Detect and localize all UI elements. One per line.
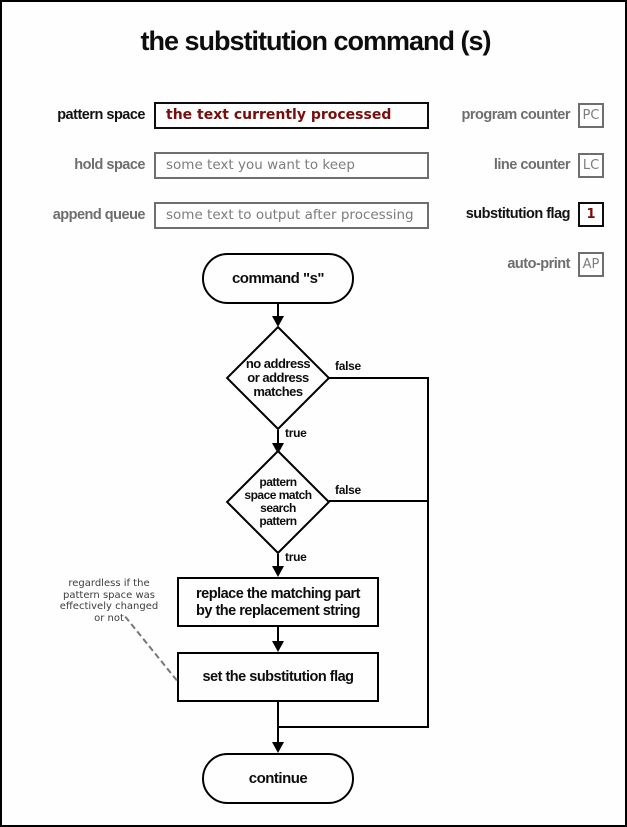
annotation-line: effectively changed [59, 601, 159, 612]
program-counter-label: program counter [461, 107, 570, 123]
auto-print-value: AP [578, 252, 604, 277]
substitution-flag-label: substitution flag [465, 206, 570, 222]
append-queue-label: append queue [52, 207, 145, 223]
arrowhead-icon [272, 742, 284, 753]
hold-space-value: some text you want to keep [154, 152, 429, 179]
false-label: false [335, 483, 361, 497]
line-counter-value: LC [578, 153, 604, 178]
true-label: true [285, 550, 307, 564]
decision2-line: search [260, 501, 296, 515]
connector-line [277, 627, 279, 642]
decision2-text [218, 476, 338, 528]
process-replace-line: by the replacement string [196, 603, 360, 619]
pattern-space-value: the text currently processed [154, 102, 429, 129]
connector-line [277, 702, 279, 742]
process-replace-line: replace the matching part [196, 586, 360, 602]
decision2-line: pattern [259, 514, 297, 528]
start-node: command "s" [202, 253, 354, 304]
process-set-flag: set the substitution flag [177, 652, 379, 702]
auto-print-label: auto-print [507, 256, 570, 272]
hold-space-label: hold space [74, 157, 145, 173]
connector-line [329, 500, 429, 502]
annotation-line: pattern space was [63, 589, 155, 601]
true-label: true [285, 426, 307, 440]
decision1-line: matches [253, 384, 303, 399]
end-node: continue [202, 753, 354, 804]
substitution-flag-value: 1 [578, 202, 604, 227]
false-label: false [335, 359, 361, 373]
append-queue-value: some text to output after processing [154, 202, 429, 229]
decision1-line: or address [247, 370, 309, 385]
page-title: the substitution command (s) [140, 26, 491, 56]
merge-line [277, 726, 429, 728]
connector-line [277, 430, 279, 444]
annotation-line: or not [94, 612, 124, 624]
annotation-line: regardless if the [68, 578, 150, 589]
arrowhead-icon [272, 566, 284, 577]
annotation-note [40, 578, 178, 624]
line-counter-label: line counter [493, 157, 570, 173]
false-branch-line [427, 377, 429, 728]
decision2-line: space match [244, 488, 312, 502]
decision2-line: pattern [259, 475, 297, 489]
arrowhead-icon [272, 641, 284, 652]
pattern-space-label: pattern space [57, 107, 145, 123]
process-replace [177, 577, 379, 627]
decision1-line: no address [245, 356, 311, 371]
decision1-text [218, 357, 338, 399]
annotation-dashed-line [124, 616, 177, 681]
connector-line [329, 377, 429, 379]
program-counter-value: PC [578, 103, 604, 128]
